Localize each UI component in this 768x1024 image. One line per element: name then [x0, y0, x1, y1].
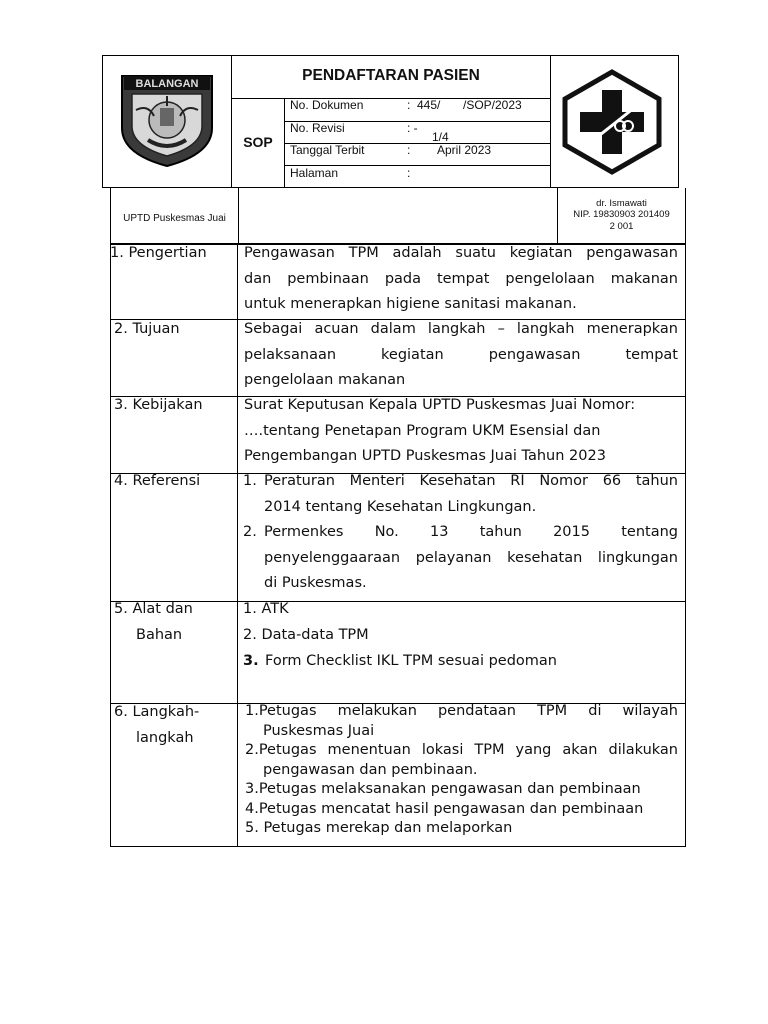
label-langkah-2: langkah: [136, 730, 194, 746]
label-pengertian: 1. Pengertian: [110, 245, 207, 261]
issue-date-value: April 2023: [437, 143, 492, 157]
page-title: PENDAFTARAN PASIEN: [302, 67, 480, 84]
referensi-1-line-1: Peraturan Menteri Kesehatan RI Nomor 66 tahun: [264, 473, 678, 489]
label-tujuan: 2. Tujuan: [114, 321, 180, 337]
revision-label: No. Revisi: [290, 121, 345, 135]
revision-value: 1/4: [432, 130, 449, 144]
issue-date-colon: :: [407, 143, 411, 157]
referensi-2-line-3: di Puskesmas.: [264, 575, 367, 591]
signer-nip-1: NIP. 19830903 201409: [573, 209, 670, 220]
alat-item-2: 2. Data-data TPM: [243, 627, 369, 643]
pengertian-line-1: Pengawasan TPM adalah suatu kegiatan pengawasan: [244, 245, 678, 261]
doc-number-label: No. Dokumen: [290, 98, 364, 112]
referensi-1-line-2: 2014 tentang Kesehatan Lingkungan.: [264, 498, 537, 515]
langkah-step-3: 3.Petugas melaksanakan pengawasan dan pembinaan: [245, 781, 641, 797]
langkah-list: [245, 702, 678, 839]
puskesmas-logo: [558, 68, 666, 176]
referensi-2-line-1: Permenkes No. 13 tahun 2015 tentang: [264, 524, 678, 540]
referensi-item-2: [264, 520, 678, 597]
revision-colon: : -: [407, 121, 418, 135]
pengertian-line-3: untuk menerapkan higiene sanitasi makanan.: [244, 296, 577, 312]
alat-item-1: 1. ATK: [243, 601, 289, 617]
doc-number-value-b: /SOP/2023: [463, 98, 522, 112]
langkah-step-1-cont: Puskesmas Juai: [263, 722, 375, 739]
referensi-number-1: 1.: [243, 473, 257, 489]
tujuan-line-3: pengelolaan makanan: [244, 372, 406, 388]
organization-name: UPTD Puskesmas Juai: [123, 213, 226, 224]
langkah-step-4: 4.Petugas mencatat hasil pengawasan dan pembinaan: [245, 800, 644, 817]
langkah-step-1: 1.Petugas melakukan pendataan TPM di wilayah: [245, 703, 678, 719]
pengertian-line-2: dan pembinaan pada tempat pengelolaan makanan: [244, 270, 678, 287]
kebijakan-line-3: Pengembangan UPTD Puskesmas Juai Tahun 2023: [244, 448, 606, 464]
tujuan-line-2: pelaksanaan kegiatan pengawasan tempat: [244, 346, 678, 363]
label-referensi: 4. Referensi: [114, 473, 201, 489]
referensi-item-1: [264, 469, 678, 520]
referensi-2-line-2: penyelenggaaraan pelayanan kesehatan lingkungan: [264, 549, 678, 566]
doc-number-value-a: 445/: [417, 98, 441, 112]
langkah-step-2: 2.Petugas menentuan lokasi TPM yang akan dilakukan: [245, 742, 678, 758]
balangan-emblem-logo: [118, 70, 216, 168]
kebijakan-line-2: ….tentang Penetapan Program UKM Esensial dan: [244, 422, 601, 439]
tujuan-line-1: Sebagai acuan dalam langkah – langkah menerapkan: [244, 321, 678, 337]
issue-date-label: Tanggal Terbit: [290, 143, 365, 157]
alat-item-3: Form Checklist IKL TPM sesuai pedoman: [265, 653, 557, 669]
page-colon: :: [407, 166, 411, 180]
signer-nip-2: 2 001: [609, 221, 634, 232]
kebijakan-line-1: Surat Keputusan Kepala UPTD Puskesmas Juai Nomor:: [244, 397, 636, 413]
alat-number-3: 3.: [243, 653, 259, 669]
langkah-step-2-cont: pengawasan dan pembinaan.: [263, 761, 478, 778]
pengertian-text: [244, 241, 678, 318]
label-alat-2: Bahan: [136, 627, 183, 643]
label-langkah-1: 6. Langkah-: [114, 704, 200, 720]
langkah-step-5: 5. Petugas merekap dan melaporkan: [245, 820, 513, 836]
sop-label: SOP: [243, 134, 273, 150]
signer-name: dr. Ismawati: [596, 198, 647, 209]
referensi-number-2: 2.: [243, 524, 257, 540]
kebijakan-text: [244, 393, 684, 470]
doc-number-colon: :: [407, 98, 411, 112]
label-alat-1: 5. Alat dan: [114, 601, 193, 617]
page-label: Halaman: [290, 166, 339, 180]
logo-text: BALANGAN: [135, 78, 199, 90]
label-kebijakan: 3. Kebijakan: [114, 397, 203, 413]
tujuan-text: [244, 317, 678, 394]
